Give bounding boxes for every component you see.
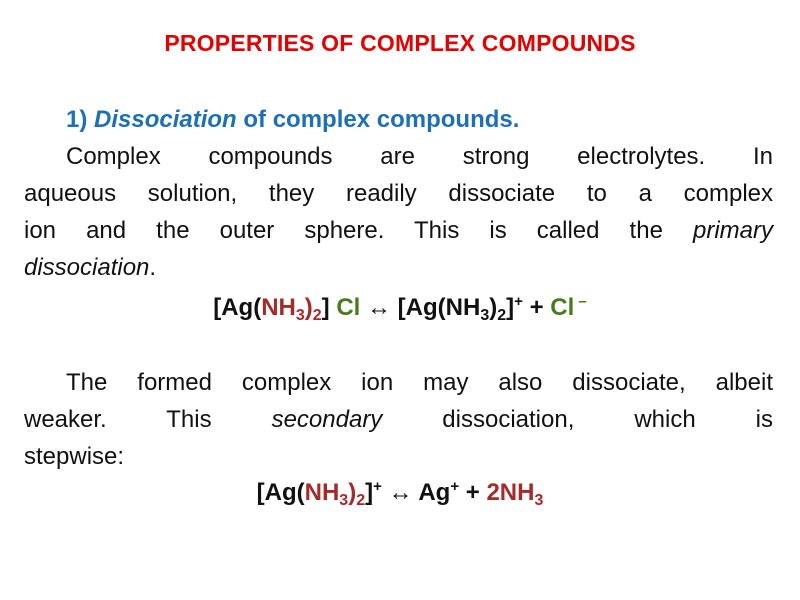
section-heading	[66, 106, 519, 134]
eq1-bracket: [Ag(	[213, 294, 262, 321]
dissociation-term: dissociation	[24, 254, 150, 281]
eq1-ion-sub3: 3	[480, 307, 490, 324]
eq1-nh-text: NH	[261, 294, 296, 321]
eq1-cl: Cl	[329, 294, 361, 321]
eq2-charge: +	[373, 478, 382, 495]
eq2-nh	[304, 479, 366, 509]
eq1-rparen: )	[304, 294, 313, 321]
eq1-nh	[261, 294, 322, 324]
para1-line2: aqueous solution, they readily dissociate to a complex	[24, 180, 773, 207]
para1-period: .	[149, 254, 157, 281]
eq2-rparen: )	[348, 479, 357, 506]
eq2-nh-text: NH	[304, 479, 340, 506]
eq1-rbracket: ]	[321, 294, 330, 321]
heading-number: 1)	[66, 106, 95, 133]
para2-rest: dissociation, which is	[442, 406, 774, 433]
para2-line3: stepwise:	[24, 443, 125, 470]
eq2-arrow-part: ↔ Ag	[381, 479, 451, 506]
page-title: PROPERTIES OF COMPLEX COMPOUNDS	[164, 30, 636, 56]
paragraph-secondary	[24, 364, 773, 475]
para1-line3-text: ion and the outer sphere. This is called the	[24, 217, 663, 244]
equation-secondary	[0, 478, 800, 510]
eq1-sub2: 2	[312, 307, 322, 324]
eq1-chloride-charge: –	[574, 293, 587, 310]
eq2-bracket: [Ag(	[256, 479, 305, 506]
para1-line1: Complex compounds are strong electrolytes. In	[66, 143, 773, 170]
heading-rest: of complex compounds.	[236, 106, 520, 133]
secondary-term: secondary	[271, 406, 383, 433]
para2-line1: The formed complex ion may also dissociate, albeit	[66, 369, 773, 396]
eq2-rbracket: ]	[365, 479, 374, 506]
eq1-sub3: 3	[295, 307, 305, 324]
eq2-ag-charge: +	[450, 478, 460, 495]
equation-primary	[0, 293, 800, 325]
eq2-sub3: 3	[339, 492, 349, 509]
eq1-chloride: Cl	[550, 294, 575, 321]
eq1-ion-charge: +	[514, 293, 523, 310]
paragraph-primary	[24, 138, 773, 286]
para2-weaker: weaker. This	[24, 406, 212, 433]
eq2-plus: +	[459, 479, 487, 506]
eq2-sub2: 2	[356, 492, 366, 509]
para1-line4	[24, 249, 773, 286]
eq1-arrow-part: ↔ [Ag(NH	[360, 294, 481, 321]
eq2-ammonia	[486, 479, 544, 509]
eq1-plus: +	[522, 294, 551, 321]
eq1-ion-rparen: )	[489, 294, 498, 321]
eq2-ammonia-sub3: 3	[534, 492, 544, 509]
para1-line3	[24, 212, 773, 249]
eq1-ion-sub2: 2	[497, 307, 507, 324]
heading-italic: Dissociation	[94, 106, 237, 133]
primary-term: primary	[693, 217, 774, 244]
para2-line2	[24, 401, 773, 438]
eq1-ion-rbracket: ]	[506, 294, 515, 321]
eq2-ammonia-text: 2NH	[486, 479, 535, 506]
